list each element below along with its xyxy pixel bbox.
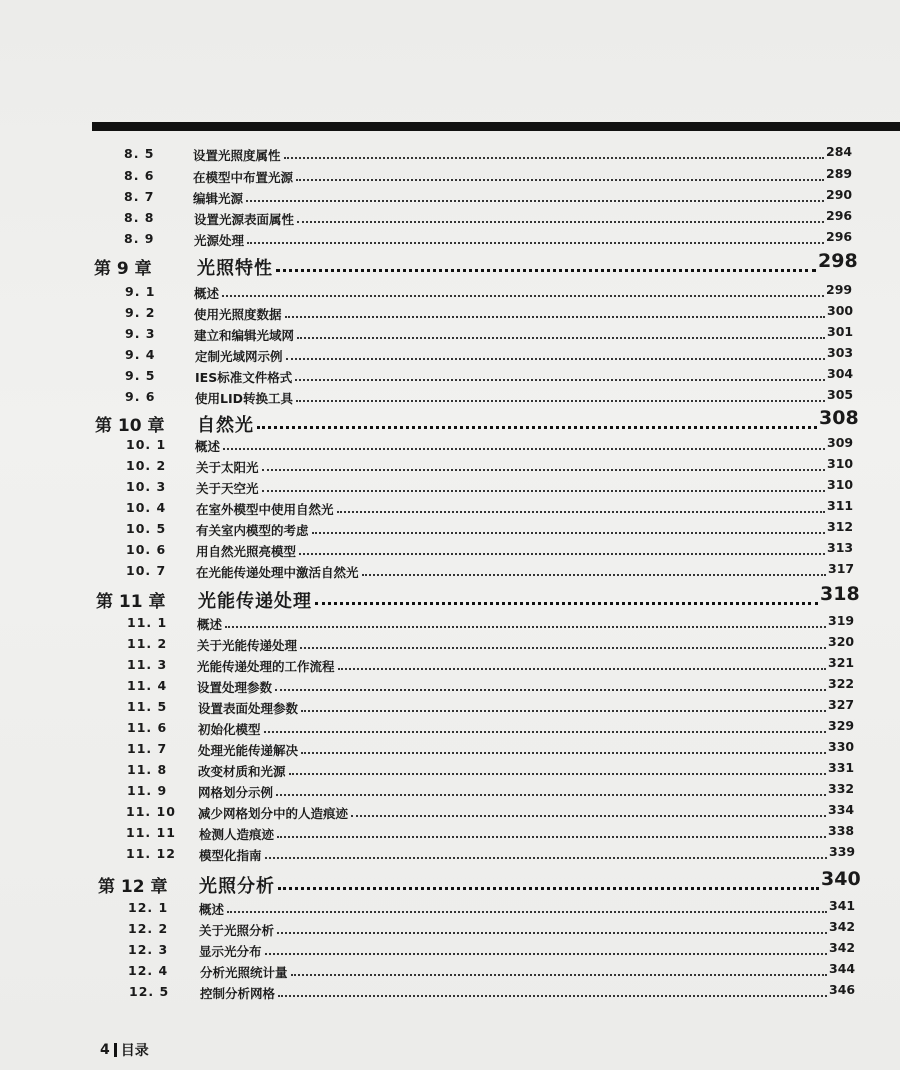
dot-leader (277, 834, 826, 838)
section-title: 概述 (197, 617, 223, 632)
toc-section-row (0, 825, 900, 847)
section-title: 关于光能传递处理 (197, 638, 298, 653)
dot-leader (295, 377, 825, 381)
toc-section-row (0, 231, 900, 253)
footer-divider (114, 1043, 117, 1057)
dot-leader (276, 267, 816, 272)
toc-section-row (0, 563, 900, 585)
section-title: 在模型中布置光源 (193, 170, 294, 185)
dot-leader (222, 293, 824, 297)
page-number: 338 (828, 823, 855, 838)
section-number: 11. 10 (126, 804, 176, 819)
section-number: 8. 7 (124, 189, 155, 204)
toc-section-row (0, 168, 900, 190)
toc-section-row (0, 984, 900, 1006)
page-number: 304 (827, 366, 854, 381)
toc-section-row (0, 368, 900, 390)
section-title: 概述 (199, 902, 225, 917)
toc-section-row (0, 542, 900, 564)
toc-chapter-row (0, 250, 900, 280)
section-title: 改变材质和光源 (198, 764, 286, 779)
dot-leader (262, 467, 825, 471)
section-number: 8. 5 (124, 146, 155, 161)
toc-section-row (0, 284, 900, 306)
chapter-title: 光照分析 (199, 876, 275, 897)
section-number: 11. 8 (127, 762, 168, 777)
toc-section-row (0, 347, 900, 369)
page-number: 320 (828, 634, 855, 649)
page-number: 308 (819, 407, 859, 429)
page-number: 342 (829, 919, 856, 934)
section-title: 设置表面处理参数 (198, 701, 299, 716)
dot-leader (275, 687, 826, 691)
header-rule (92, 122, 900, 131)
dot-leader (362, 572, 826, 576)
page-number: 301 (827, 324, 854, 339)
page-number: 296 (826, 208, 853, 223)
page-number: 303 (827, 345, 854, 360)
dot-leader (265, 951, 827, 955)
dot-leader (285, 314, 825, 318)
dot-leader (264, 729, 826, 733)
section-title: 概述 (195, 439, 221, 454)
toc-section-row (0, 762, 900, 784)
dot-leader (291, 972, 827, 976)
page-number: 317 (828, 561, 855, 576)
section-title: 设置处理参数 (197, 680, 273, 695)
toc-chapter-row (0, 407, 900, 437)
section-title: 网格划分示例 (198, 785, 274, 800)
toc-section-row (0, 437, 900, 459)
page-number: 332 (828, 781, 855, 796)
page-number: 312 (827, 519, 854, 534)
dot-leader (262, 488, 825, 492)
dot-leader (296, 177, 824, 181)
section-title: 控制分析网格 (200, 986, 276, 1001)
toc-section-row (0, 678, 900, 700)
page-number: 329 (828, 718, 855, 733)
section-title: 用自然光照亮模型 (196, 544, 297, 559)
dot-leader (289, 771, 826, 775)
toc-section-row (0, 210, 900, 232)
toc-section-row (0, 720, 900, 742)
section-title: 模型化指南 (199, 848, 262, 863)
page-number: 309 (827, 435, 854, 450)
section-title: 光能传递处理的工作流程 (197, 659, 335, 674)
section-title: 显示光分布 (199, 944, 262, 959)
section-number: 9. 1 (125, 284, 156, 299)
section-title: 编辑光源 (193, 191, 244, 206)
toc-section-row (0, 615, 900, 637)
page-number: 311 (827, 498, 854, 513)
chapter-number: 第 9 章 (94, 259, 152, 279)
dot-leader (297, 335, 825, 339)
toc-section-row (0, 921, 900, 943)
page-number: 319 (828, 613, 855, 628)
section-title: 在室外模型中使用自然光 (196, 502, 334, 517)
section-number: 9. 4 (125, 347, 156, 362)
footer-page-number: 4 (100, 1042, 110, 1058)
dot-leader (297, 219, 824, 223)
section-title: 关于太阳光 (196, 460, 259, 475)
page-number: 305 (827, 387, 854, 402)
toc-section-row (0, 500, 900, 522)
page-number: 299 (826, 282, 853, 297)
dot-leader (278, 885, 819, 890)
dot-leader (296, 398, 825, 402)
section-number: 12. 2 (128, 921, 169, 936)
toc-section-row (0, 636, 900, 658)
dot-leader (300, 645, 826, 649)
page-number: 339 (829, 844, 856, 859)
toc-chapter-row (0, 583, 900, 613)
toc-section-row (0, 458, 900, 480)
section-title: 定制光域网示例 (195, 349, 283, 364)
page-number: 289 (826, 166, 853, 181)
page-number: 334 (828, 802, 855, 817)
dot-leader (301, 708, 826, 712)
toc-section-row (0, 783, 900, 805)
page-number: 341 (829, 898, 856, 913)
page-number: 310 (827, 477, 854, 492)
dot-leader (312, 530, 825, 534)
section-title: 使用LID转换工具 (195, 391, 293, 406)
section-title: 处理光能传递解决 (198, 743, 299, 758)
section-number: 11. 3 (127, 657, 168, 672)
section-number: 8. 9 (124, 231, 155, 246)
page-number: 290 (826, 187, 853, 202)
dot-leader (246, 198, 824, 202)
section-number: 12. 4 (128, 963, 169, 978)
page-number: 313 (827, 540, 854, 555)
toc-section-row (0, 900, 900, 922)
dot-leader (338, 666, 826, 670)
section-number: 10. 2 (126, 458, 167, 473)
section-number: 10. 7 (126, 563, 167, 578)
section-number: 10. 3 (126, 479, 167, 494)
page-number: 284 (826, 144, 853, 159)
section-number: 12. 3 (128, 942, 169, 957)
dot-leader (247, 240, 824, 244)
page-number: 344 (829, 961, 856, 976)
section-title: 检测人造痕迹 (199, 827, 275, 842)
section-number: 11. 9 (127, 783, 168, 798)
dot-leader (284, 155, 824, 159)
dot-leader (223, 446, 825, 450)
dot-leader (315, 600, 818, 605)
section-title: 设置光源表面属性 (194, 212, 295, 227)
section-number: 8. 6 (124, 168, 155, 183)
toc-section-row (0, 699, 900, 721)
chapter-title: 光照特性 (197, 258, 273, 279)
section-number: 12. 5 (129, 984, 170, 999)
section-number: 9. 6 (125, 389, 156, 404)
section-title: 设置光照度属性 (193, 148, 281, 163)
toc-section-row (0, 479, 900, 501)
section-title: 关于天空光 (196, 481, 259, 496)
page-number: 322 (828, 676, 855, 691)
toc-section-row (0, 846, 900, 868)
section-number: 8. 8 (124, 210, 155, 225)
section-number: 11. 7 (127, 741, 168, 756)
section-title: 分析光照统计量 (200, 965, 288, 980)
section-title: 在光能传递处理中激活自然光 (196, 565, 359, 580)
chapter-title: 自然光 (197, 415, 254, 436)
toc-section-row (0, 146, 900, 168)
dot-leader (278, 993, 827, 997)
section-number: 11. 4 (127, 678, 168, 693)
dot-leader (299, 551, 825, 555)
dot-leader (351, 813, 826, 817)
page-number: 340 (821, 868, 861, 890)
toc-section-row (0, 657, 900, 679)
page-number: 342 (829, 940, 856, 955)
dot-leader (227, 909, 827, 913)
section-number: 9. 5 (125, 368, 156, 383)
chapter-number: 第 12 章 (98, 877, 168, 897)
section-number: 9. 3 (125, 326, 156, 341)
chapter-number: 第 11 章 (96, 592, 166, 612)
dot-leader (337, 509, 825, 513)
section-title: 概述 (194, 286, 220, 301)
section-number: 11. 6 (127, 720, 168, 735)
section-number: 11. 2 (127, 636, 168, 651)
toc-section-row (0, 326, 900, 348)
page-number: 318 (820, 583, 860, 605)
section-title: 减少网格划分中的人造痕迹 (198, 806, 349, 821)
page-number: 300 (827, 303, 854, 318)
section-title: 有关室内模型的考虑 (196, 523, 309, 538)
dot-leader (265, 855, 827, 859)
section-number: 10. 6 (126, 542, 167, 557)
page-number: 298 (818, 250, 858, 272)
section-number: 11. 11 (126, 825, 176, 840)
section-title: 关于光照分析 (199, 923, 275, 938)
section-title: 建立和编辑光域网 (194, 328, 295, 343)
section-number: 11. 5 (127, 699, 168, 714)
chapter-number: 第 10 章 (95, 416, 165, 436)
section-number: 10. 5 (126, 521, 167, 536)
toc-section-row (0, 741, 900, 763)
page-number: 327 (828, 697, 855, 712)
toc-section-row (0, 521, 900, 543)
toc-section-row (0, 942, 900, 964)
toc-section-row (0, 305, 900, 327)
toc-chapter-row (0, 868, 900, 898)
dot-leader (276, 792, 826, 796)
page-number: 331 (828, 760, 855, 775)
dot-leader (277, 930, 827, 934)
section-title: 使用光照度数据 (194, 307, 282, 322)
section-title: 初始化模型 (198, 722, 261, 737)
section-title: 光源处理 (194, 233, 245, 248)
toc-section-row (0, 389, 900, 411)
dot-leader (257, 424, 817, 429)
footer-label: 目录 (120, 1043, 149, 1059)
dot-leader (286, 356, 825, 360)
page-number: 330 (828, 739, 855, 754)
dot-leader (301, 750, 826, 754)
section-number: 10. 4 (126, 500, 167, 515)
page-number: 296 (826, 229, 853, 244)
section-number: 11. 12 (126, 846, 176, 861)
page-number: 310 (827, 456, 854, 471)
section-number: 11. 1 (127, 615, 168, 630)
chapter-title: 光能传递处理 (198, 591, 312, 612)
toc-section-row (0, 189, 900, 211)
page-number: 346 (829, 982, 856, 997)
dot-leader (225, 624, 826, 628)
page-footer (100, 1040, 149, 1060)
section-number: 9. 2 (125, 305, 156, 320)
section-number: 12. 1 (128, 900, 169, 915)
toc-section-row (0, 963, 900, 985)
page-number: 321 (828, 655, 855, 670)
section-number: 10. 1 (126, 437, 167, 452)
toc-section-row (0, 804, 900, 826)
section-title: IES标准文件格式 (195, 370, 293, 385)
